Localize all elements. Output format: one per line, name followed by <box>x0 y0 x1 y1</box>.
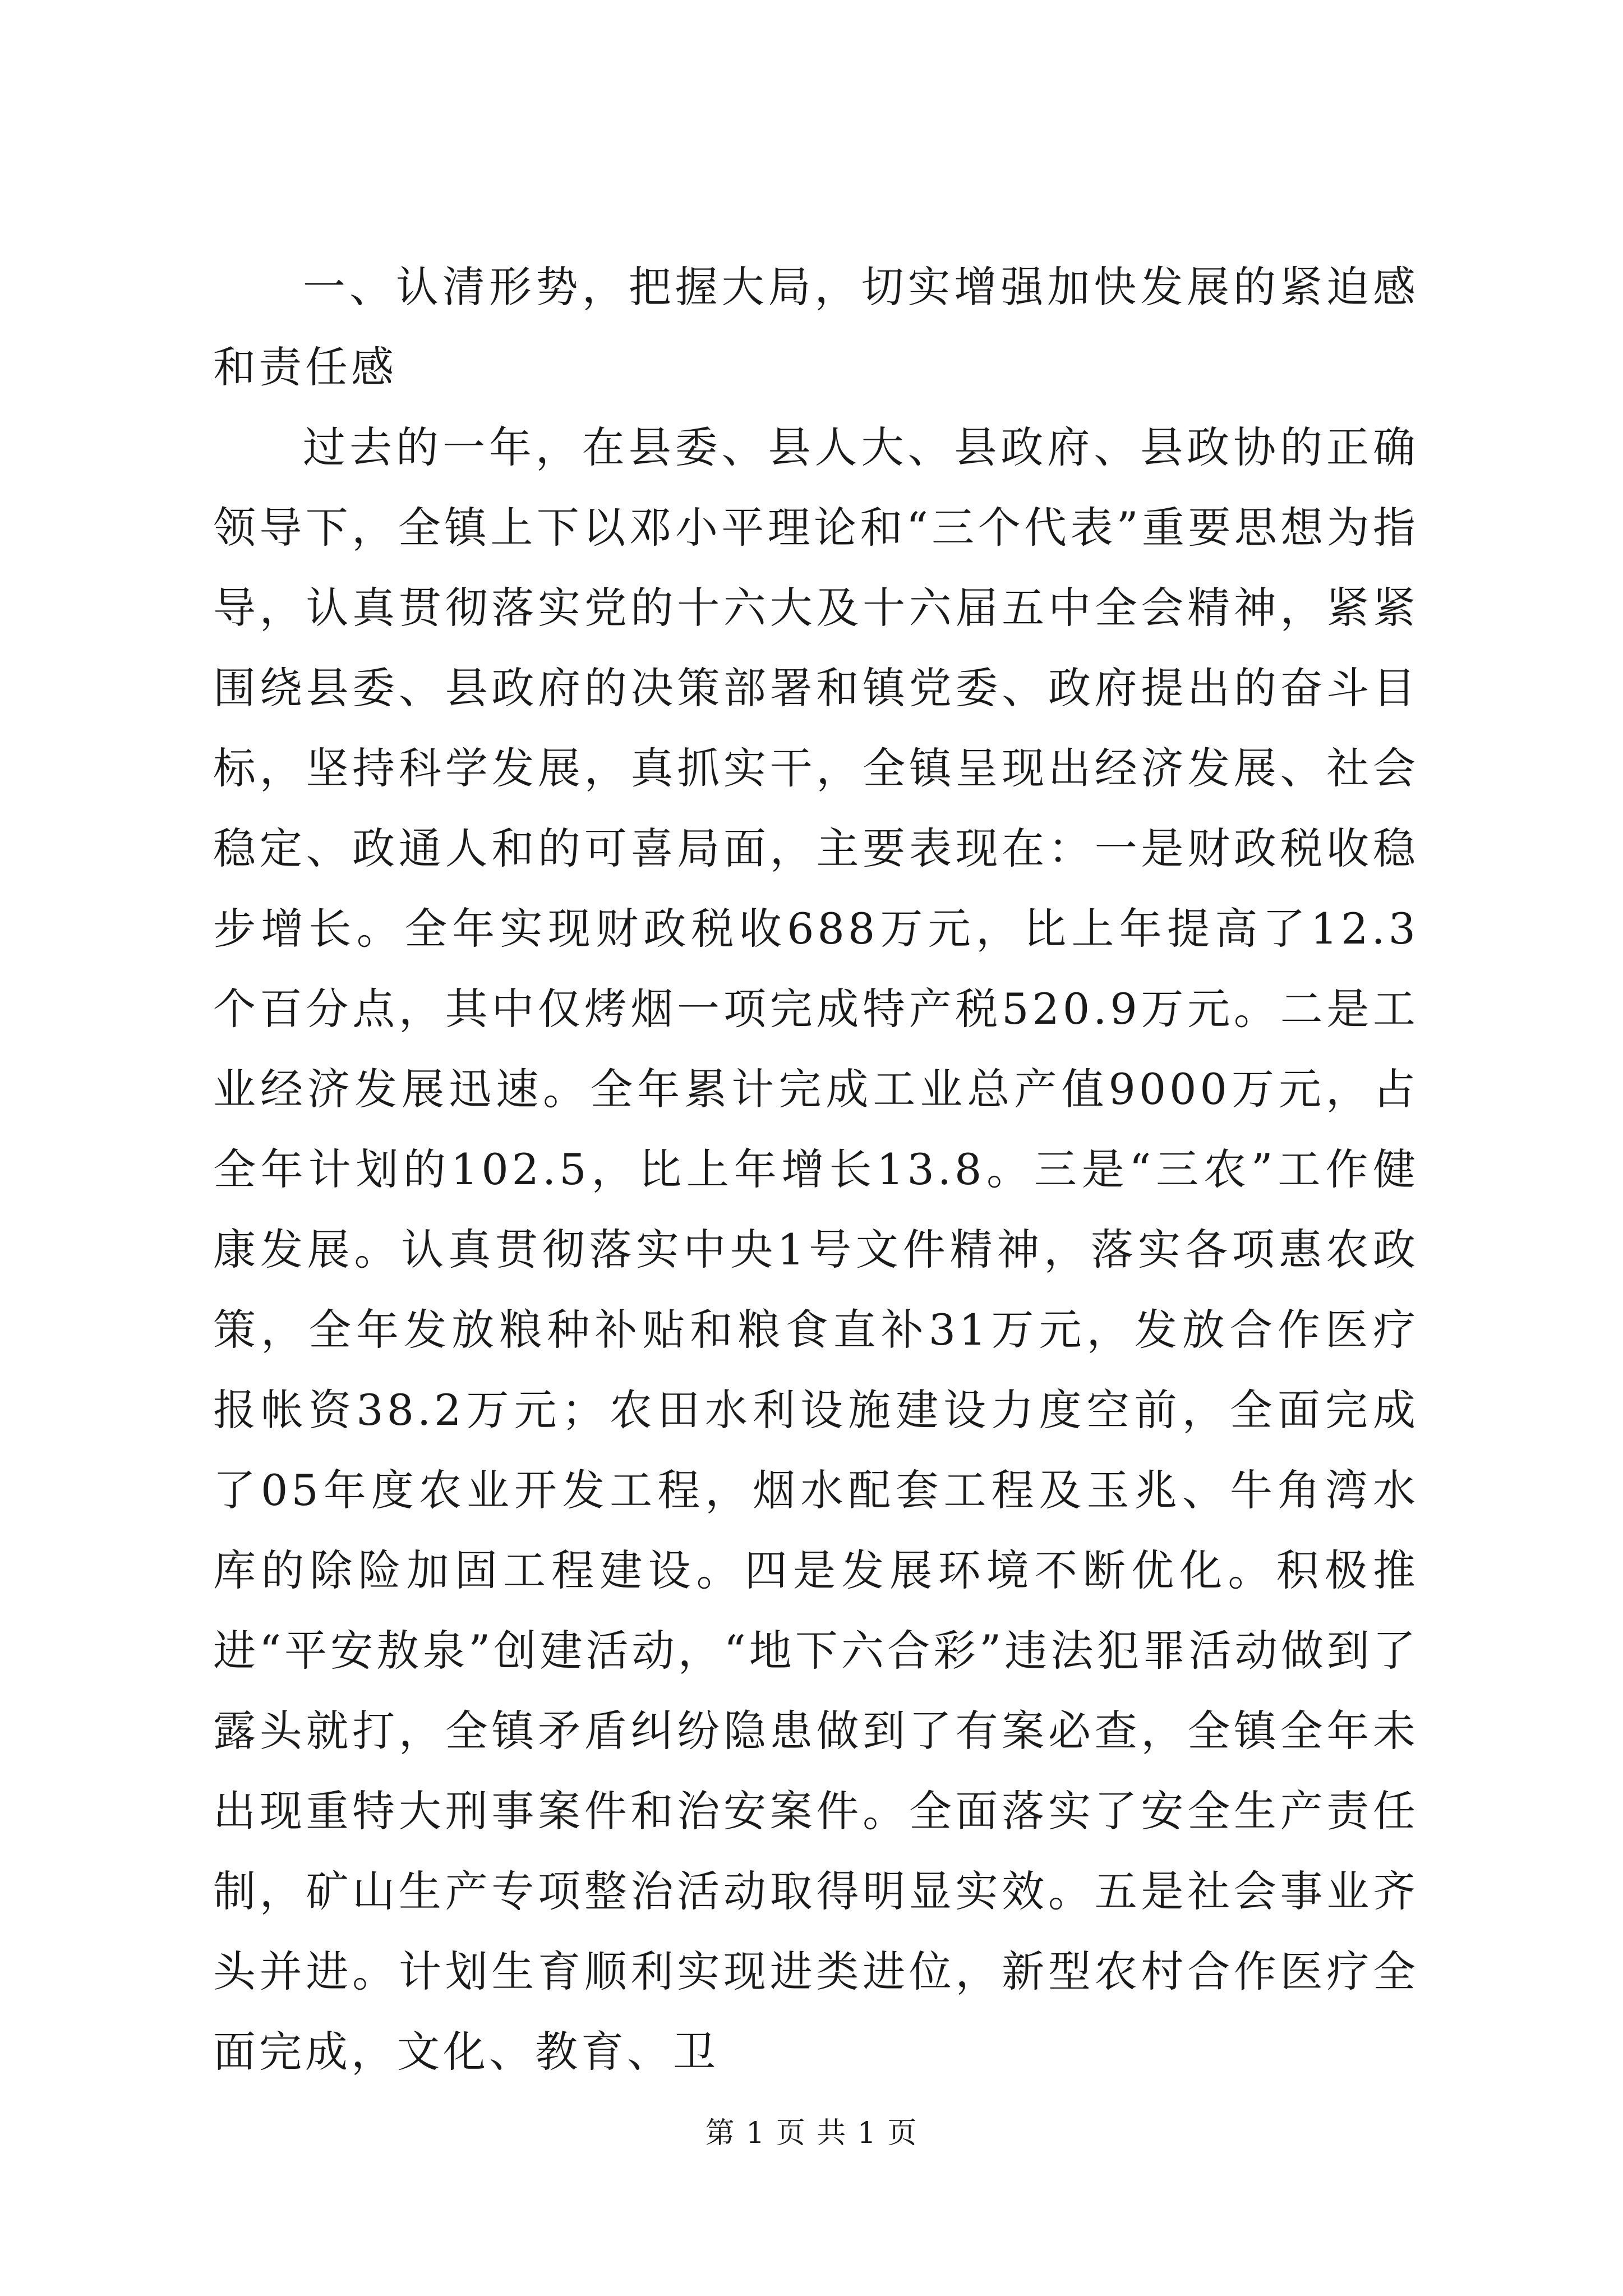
section-heading: 一、认清形势，把握大局，切实增强加快发展的紧迫感和责任感 <box>213 262 1419 392</box>
body-paragraph: 过去的一年，在县委、县人大、县政府、县政协的正确领导下，全镇上下以邓小平理论和“三个代表”重要思想为指导，认真贯彻落实党的十六大及十六届五中全会精神，紧紧围绕县委、县政府的决策部署和镇党委、政府提出的奋斗目标，坚持科学发展，真抓实干，全镇呈现出经济发展、社会稳定、政通人和的可喜局面，主要表现在：一是财政税收稳步增长。全年实现财政税收688万元，比上年提高了12.3个百分点，其中仅烤烟一项完成特产税520.9万元。二是工业经济发展迅速。全年累计完成工业总产值9000万元，占全年计划的102.5，比上年增长13.8。三是“三农”工作健康发展。认真贯彻落实中央1号文件精神，落实各项惠农政策，全年发放粮种补贴和粮食直补31万元，发放合作医疗报帐资38.2万元；农田水利设施建设力度空前，全面完成了05年度农业开发工程，烟水配套工程及玉兆、牛角湾水库的除险加固工程建设。四是发展环境不断优化。积极推进“平安敖泉”创建活动，“地下六合彩”违法犯罪活动做到了露头就打，全镇矛盾纠纷隐患做到了有案必查，全镇全年未出现重特大刑事案件和治安案件。全面落实了安全生产责任制，矿山生产专项整治活动取得明显实效。五是社会事业齐头并进。计划生育顺利实现进类进位，新型农村合作医疗全面完成，文化、教育、卫 <box>213 422 1419 2077</box>
page-footer: 第 1 页 共 1 页 <box>705 2116 918 2150</box>
document-body <box>213 247 1419 2092</box>
